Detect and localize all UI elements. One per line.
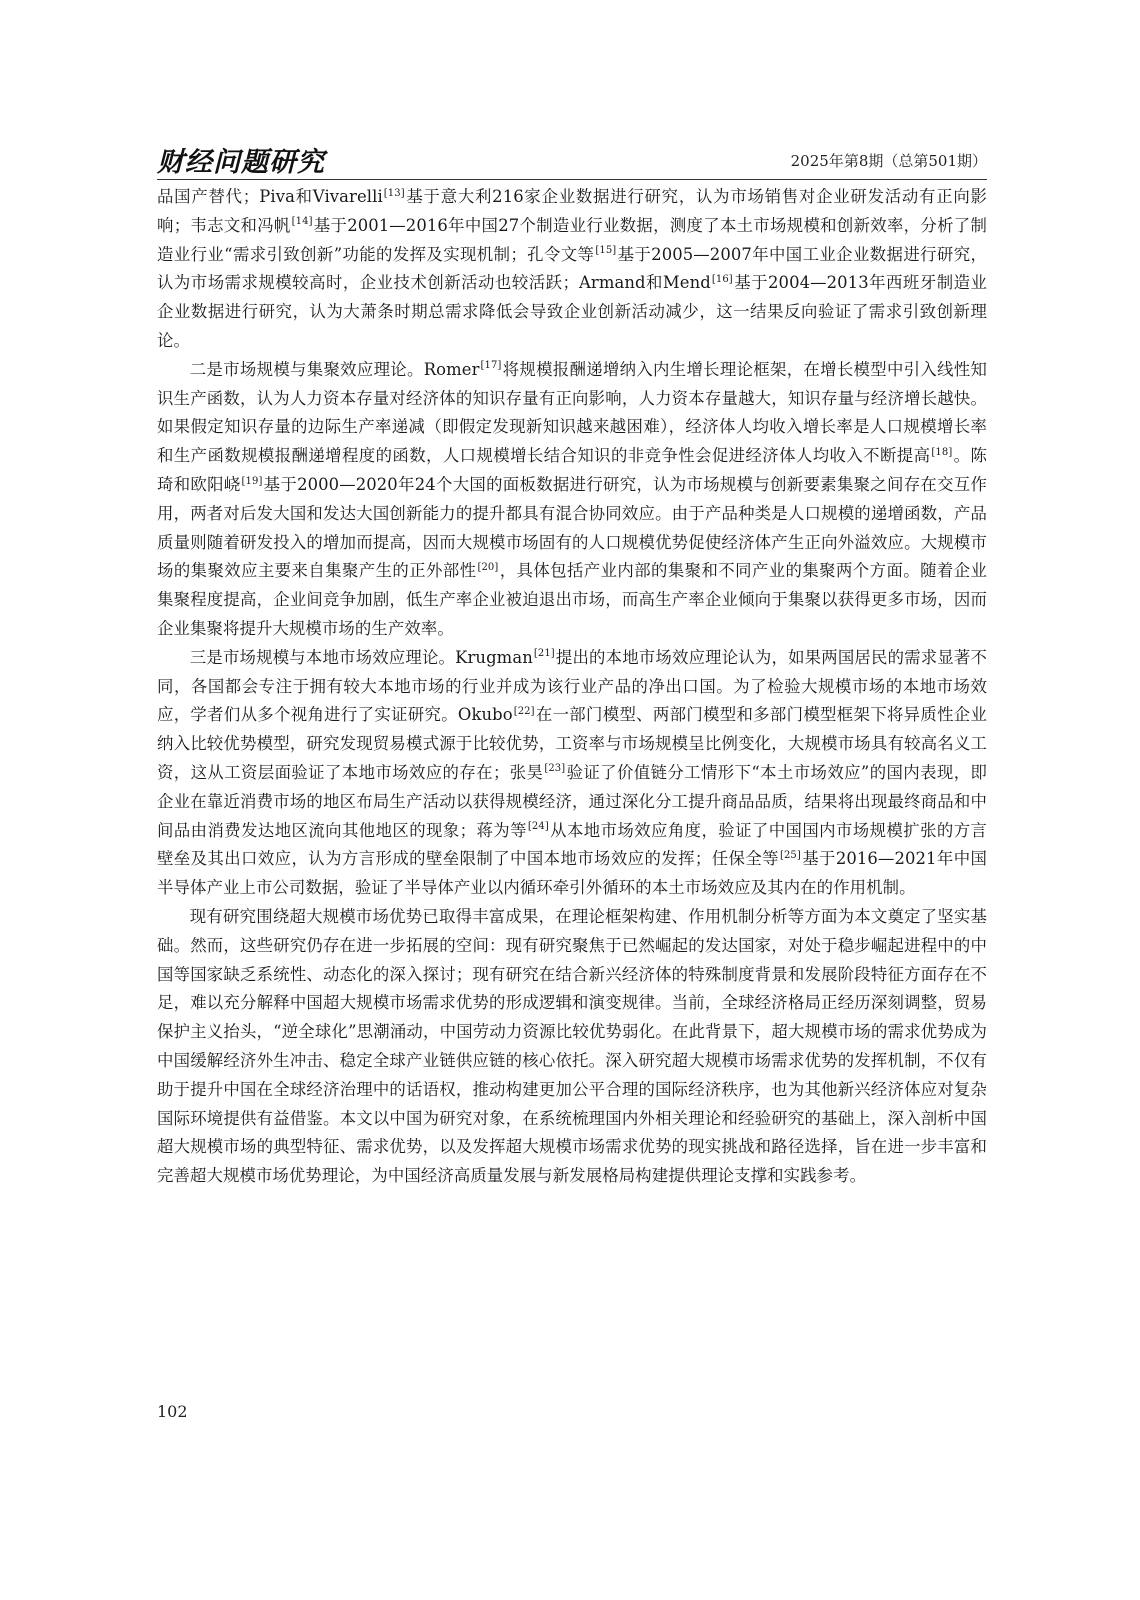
paragraph-text: 基于2004—2013年西班牙制造业企业数据进行研究，认为大萧条时期总需求降低会导致企业创新活动减少，这一结果反向验证了需求引致创新理论。: [157, 273, 987, 350]
journal-logo: 财经问题研究: [157, 147, 325, 178]
citation-marker: [13]: [383, 187, 405, 199]
paragraph-text: 三是市场规模与本地市场效应理论。Krugman: [189, 647, 533, 667]
article-body: [157, 183, 987, 1191]
paragraph-text: 基于2016—2021年中国半导体产业上市公司数据，验证了半导体产业以内循环牵引外循环的本土市场效应及其内在的作用机制。: [157, 849, 987, 898]
citation-marker: [19]: [241, 475, 263, 487]
citation-marker: [15]: [595, 245, 617, 257]
citation-marker: [14]: [291, 216, 313, 228]
body-paragraph: [157, 356, 987, 644]
citation-marker: [22]: [513, 705, 535, 717]
body-paragraph: [157, 644, 987, 903]
paragraph-text: 基于2000—2020年24个大国的面板数据进行研究，认为市场规模与创新要素集聚之间存在交互作用，两者对后发大国和发达大国创新能力的提升都具有混合协同效应。由于产品种类是人口规模的递增函数，产品质量则随着研发投入的增加而提高，因而大规模市场固有的人口规模优势促使经济体产生正向外溢效应。大规模市场的集聚效应主要来自集聚产生的正外部性: [157, 474, 988, 581]
paragraph-text: 品国产替代；Piva和Vivarelli: [157, 187, 383, 206]
citation-marker: [17]: [480, 360, 502, 372]
paragraph-text: 验证了价值链分工情形下“本土市场效应”的国内表现，即企业在靠近消费市场的地区布局生产活动以获得规模经济，通过深化分工提升商品品质，结果将出现最终商品和中间品由消费发达地区流向其他地区的现象；蒋为等: [157, 762, 987, 840]
body-paragraph: [157, 903, 987, 1191]
header-rule: [157, 179, 987, 180]
citation-marker: [24]: [527, 821, 549, 833]
body-paragraph: [157, 183, 987, 356]
paragraph-text: 二是市场规模与集聚效应理论。Romer: [189, 359, 480, 379]
paragraph-text: ，具体包括产业内部的集聚和不同产业的集聚两个方面。随着企业集聚程度提高，企业间竞争加剧，低生产率企业被迫退出市场，而高生产率企业倾向于集聚以获得更多市场，因而企业集聚将提升大规模市场的生产效率。: [157, 561, 987, 638]
citation-marker: [23]: [544, 763, 566, 775]
paragraph-text: 现有研究围绕超大规模市场优势已取得丰富成果，在理论框架构建、作用机制分析等方面为本文奠定了坚实基础。然而，这些研究仍存在进一步拓展的空间：现有研究聚焦于已然崛起的发达国家，对处于稳步崛起进程中的中国等国家缺乏系统性、动态化的深入探讨；现有研究在结合新兴经济体的特殊制度背景和发展阶段特征方面存在不足，难以充分解释中国超大规模市场需求优势的形成逻辑和演变规律。当前，全球经济格局正经历深刻调整，贸易保护主义抬头，“逆全球化”思潮涌动，中国劳动力资源比较优势弱化。在此背景下，超大规模市场的需求优势成为中国缓解经济外生冲击、稳定全球产业链供应链的核心依托。深入研究超大规模市场需求优势的发挥机制，不仅有助于提升中国在全球经济治理中的话语权，推动构建更加公平合理的国际经济秩序，也为其他新兴经济体应对复杂国际环境提供有益借鉴。本文以中国为研究对象，在系统梳理国内外相关理论和经验研究的基础上，深入剖析中国超大规模市场的典型特征、需求优势，以及发挥超大规模市场需求优势的现实挑战和路径选择，旨在进一步丰富和完善超大规模市场优势理论，为中国经济高质量发展与新发展格局构建提供理论支撑和实践参考。: [157, 906, 987, 1186]
paragraph-text: 提出的本地市场效应理论认为，如果两国居民的需求显著不同，各国都会专注于拥有较大本地市场的行业并成为该行业产品的净出口国。为了检验大规模市场的本地市场效应，学者们从多个视角进行了实证研究。Okubo: [157, 647, 987, 725]
paragraph-text: 从本地市场效应角度，验证了中国国内市场规模扩张的方言壁垒及其出口效应，认为方言形成的壁垒限制了中国本地市场效应的发挥；任保全等: [157, 820, 987, 869]
paragraph-text: 在一部门模型、两部门模型和多部门模型框架下将异质性企业纳入比较优势模型，研究发现贸易模式源于比较优势，工资率与市场规模呈比例变化，大规模市场具有较高名义工资，这从工资层面验证了本地市场效应的存在；张昊: [157, 705, 987, 782]
citation-marker: [16]: [711, 273, 733, 285]
paragraph-text: 。陈琦和欧阳峣: [157, 446, 987, 494]
paragraph-text: 基于2005—2007年中国工业企业数据进行研究，认为市场需求规模较高时，企业技术创新活动也较活跃；Armand和Mend: [157, 244, 987, 293]
citation-marker: [25]: [779, 849, 801, 861]
paragraph-text: 基于2001—2016年中国27个制造业行业数据，测度了本土市场规模和创新效率，分析了制造业行业“需求引致创新”功能的发挥及实现机制；孔令文等: [157, 215, 987, 264]
paragraph-text: 基于意大利216家企业数据进行研究，认为市场销售对企业研发活动有正向影响；韦志文和冯帆: [157, 187, 987, 235]
citation-marker: [21]: [533, 648, 555, 660]
issue-info: 2025年第8期（总第501期）: [790, 152, 987, 170]
citation-marker: [20]: [477, 561, 499, 573]
paragraph-text: 将规模报酬递增纳入内生增长理论框架，在增长模型中引入线性知识生产函数，认为人力资本存量对经济体的知识存量有正向影响，人力资本存量越大，知识存量与经济增长越快。如果假定知识存量的边际生产率递减（即假定发现新知识越来越困难），经济体人均收入增长率是人口规模增长率和生产函数规模报酬递增程度的函数，人口规模增长结合知识的非竞争性会促进经济体人均收入不断提高: [157, 359, 988, 466]
page-number: 102: [157, 1402, 188, 1421]
citation-marker: [18]: [931, 446, 953, 458]
page-header: [157, 140, 987, 176]
